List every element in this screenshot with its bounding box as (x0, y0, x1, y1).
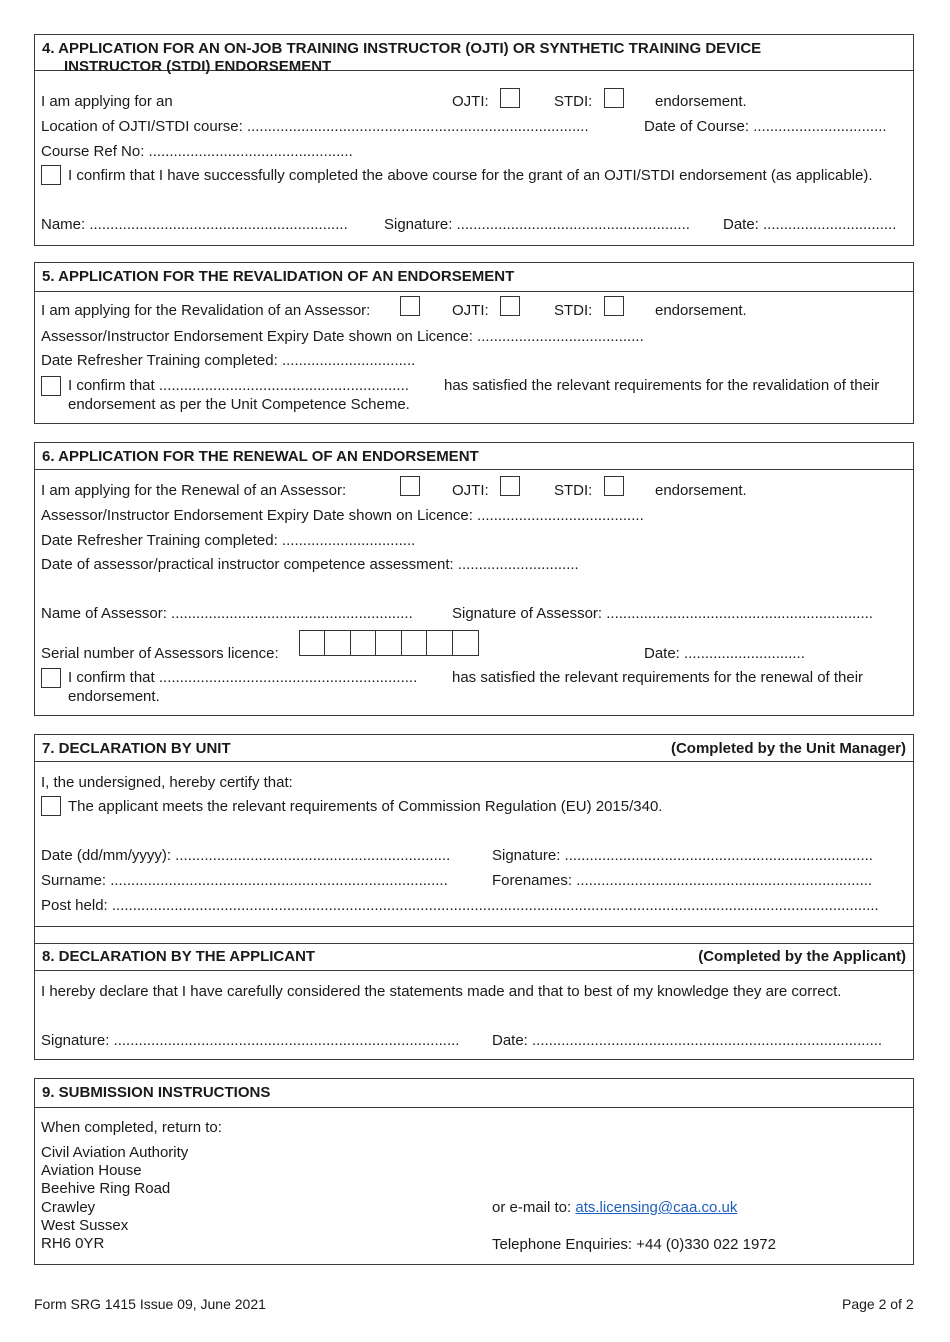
s4-confirm-text: I confirm that I have successfully completed the above course for the grant of an OJTI/STDI endorsement (as applicable). (68, 167, 873, 184)
section-5-title: 5. APPLICATION FOR THE REVALIDATION OF AN ENDORSEMENT (35, 263, 913, 292)
s7-signature-field[interactable]: Signature: .......................................................................... (492, 847, 873, 864)
s9-address-block (41, 1144, 188, 1253)
s5-confirm-name-field[interactable]: I confirm that ............................................................ (68, 377, 409, 394)
address-line: Crawley (41, 1198, 96, 1216)
s4-confirm-checkbox[interactable] (41, 165, 61, 185)
footer-page-number: Page 2 of 2 (842, 1296, 914, 1312)
s5-refresher-field[interactable]: Date Refresher Training completed: ................................ (41, 352, 416, 369)
s5-endorsement-label: endorsement. (655, 302, 747, 319)
s4-applying-for: I am applying for an (41, 93, 173, 110)
section-9-title: 9. SUBMISSION INSTRUCTIONS (35, 1079, 913, 1108)
footer-form-id: Form SRG 1415 Issue 09, June 2021 (34, 1296, 266, 1312)
s6-date-field[interactable]: Date: ............................. (644, 645, 805, 662)
s5-confirm-text: has satisfied the relevant requirements for the revalidation of their (444, 377, 880, 394)
s6-serial-label: Serial number of Assessors licence: (41, 645, 279, 662)
s6-stdi-label: STDI: (554, 482, 593, 499)
section-8-title-text: 8. DECLARATION BY THE APPLICANT (42, 948, 316, 965)
serial-digit-box[interactable] (376, 631, 401, 655)
s4-date-course-field[interactable]: Date of Course: ................................ (644, 118, 887, 135)
s6-sig-assessor-field[interactable]: Signature of Assessor: ................................................................ (452, 605, 873, 622)
s4-date-field[interactable]: Date: ................................ (723, 216, 897, 233)
s5-stdi-label: STDI: (554, 302, 593, 319)
s5-confirm-text-cont: endorsement as per the Unit Competence Scheme. (68, 396, 410, 413)
s6-confirm-text: has satisfied the relevant requirements for the renewal of their (452, 669, 864, 686)
address-line: Beehive Ring Road (41, 1180, 171, 1198)
serial-digit-box[interactable] (325, 631, 350, 655)
section-7-note: (Completed by the Unit Manager) (670, 740, 906, 757)
section-4-ojti-stdi-endorsement (34, 34, 914, 246)
s7-certify-text: I, the undersigned, hereby certify that: (41, 774, 293, 791)
s8-signature-field[interactable]: Signature: ................................................................................... (41, 1032, 460, 1049)
s4-course-ref-field[interactable]: Course Ref No: ................................................. (41, 143, 353, 160)
serial-digit-box[interactable] (351, 631, 376, 655)
s5-confirm-checkbox[interactable] (41, 376, 61, 396)
s4-stdi-label: STDI: (554, 93, 593, 110)
s5-ojti-checkbox[interactable] (500, 296, 520, 316)
s4-ojti-label: OJTI: (452, 93, 489, 110)
serial-digit-box[interactable] (402, 631, 427, 655)
s5-stdi-checkbox[interactable] (604, 296, 624, 316)
s9-email-line (492, 1199, 737, 1217)
s5-applying-label: I am applying for the Revalidation of an Assessor: (41, 302, 371, 319)
s7-meets-text: The applicant meets the relevant requirements of Commission Regulation (EU) 2015/340. (68, 798, 663, 815)
s5-assessor-checkbox[interactable] (400, 296, 420, 316)
s6-endorsement-label: endorsement. (655, 482, 747, 499)
s6-confirm-name-field[interactable]: I confirm that .............................................................. (68, 669, 418, 686)
section-7-title (35, 735, 913, 762)
s5-ojti-label: OJTI: (452, 302, 489, 319)
s6-refresher-field[interactable]: Date Refresher Training completed: ................................ (41, 532, 416, 549)
s9-email-label: or e-mail to: (492, 1199, 576, 1216)
section-4-title (35, 35, 913, 75)
s4-name-field[interactable]: Name: .............................................................. (41, 216, 348, 233)
s6-stdi-checkbox[interactable] (604, 476, 624, 496)
serial-digit-box[interactable] (427, 631, 452, 655)
s4-ojti-checkbox[interactable] (500, 88, 520, 108)
s4-signature-field[interactable]: Signature: ........................................................ (384, 216, 690, 233)
section-4-title-line2: INSTRUCTOR (STDI) ENDORSEMENT (64, 58, 332, 75)
s6-ojti-checkbox[interactable] (500, 476, 520, 496)
address-line: West Sussex (41, 1216, 129, 1234)
s6-ojti-label: OJTI: (452, 482, 489, 499)
s4-location-field[interactable]: Location of OJTI/STDI course: .................................................................................. (41, 118, 589, 135)
s6-competence-field[interactable]: Date of assessor/practical instructor competence assessment: ............................. (41, 556, 579, 573)
section-7-divider-top (35, 926, 913, 927)
s7-date-field[interactable]: Date (dd/mm/yyyy): .................................................................. (41, 847, 451, 864)
s4-endorsement-label: endorsement. (655, 93, 747, 110)
address-line: Aviation House (41, 1162, 142, 1180)
s6-serial-number-boxes[interactable] (299, 630, 479, 656)
s7-meets-checkbox[interactable] (41, 796, 61, 816)
s9-return-to: When completed, return to: (41, 1119, 222, 1136)
s6-confirm-text-cont: endorsement. (68, 688, 160, 705)
section-7-title-text: 7. DECLARATION BY UNIT (42, 740, 231, 757)
address-line: Civil Aviation Authority (41, 1144, 189, 1161)
s9-email-link[interactable]: ats.licensing@caa.co.uk (575, 1199, 738, 1216)
section-4-title-line1: 4. APPLICATION FOR AN ON-JOB TRAINING INSTRUCTOR (OJTI) OR SYNTHETIC TRAINING DEVICE (42, 40, 762, 57)
s6-assessor-checkbox[interactable] (400, 476, 420, 496)
s7-surname-field[interactable]: Surname: ................................................................................. (41, 872, 448, 889)
s5-expiry-field[interactable]: Assessor/Instructor Endorsement Expiry Date shown on Licence: ........................................ (41, 328, 644, 345)
s7-post-field[interactable]: Post held: ........................................................................................................................................................................................ (41, 897, 879, 914)
s4-stdi-checkbox[interactable] (604, 88, 624, 108)
s9-phone: Telephone Enquiries: +44 (0)330 022 1972 (492, 1236, 776, 1253)
s6-name-assessor-field[interactable]: Name of Assessor: .......................................................... (41, 605, 413, 622)
section-6-title: 6. APPLICATION FOR THE RENEWAL OF AN ENDORSEMENT (35, 443, 913, 470)
s6-confirm-checkbox[interactable] (41, 668, 61, 688)
section-8-title (35, 943, 913, 971)
serial-digit-box[interactable] (453, 631, 478, 655)
serial-digit-box[interactable] (300, 631, 325, 655)
s7-forenames-field[interactable]: Forenames: ....................................................................... (492, 872, 873, 889)
address-line: RH6 0YR (41, 1235, 105, 1253)
s6-expiry-field[interactable]: Assessor/Instructor Endorsement Expiry Date shown on Licence: ........................................ (41, 507, 644, 524)
s8-declare-text: I hereby declare that I have carefully considered the statements made and that to best of my knowledge they are correct. (41, 983, 842, 1000)
s6-applying-label: I am applying for the Renewal of an Assessor: (41, 482, 347, 499)
s8-date-field[interactable]: Date: .................................................................................... (492, 1032, 883, 1049)
section-8-note: (Completed by the Applicant) (698, 948, 906, 965)
